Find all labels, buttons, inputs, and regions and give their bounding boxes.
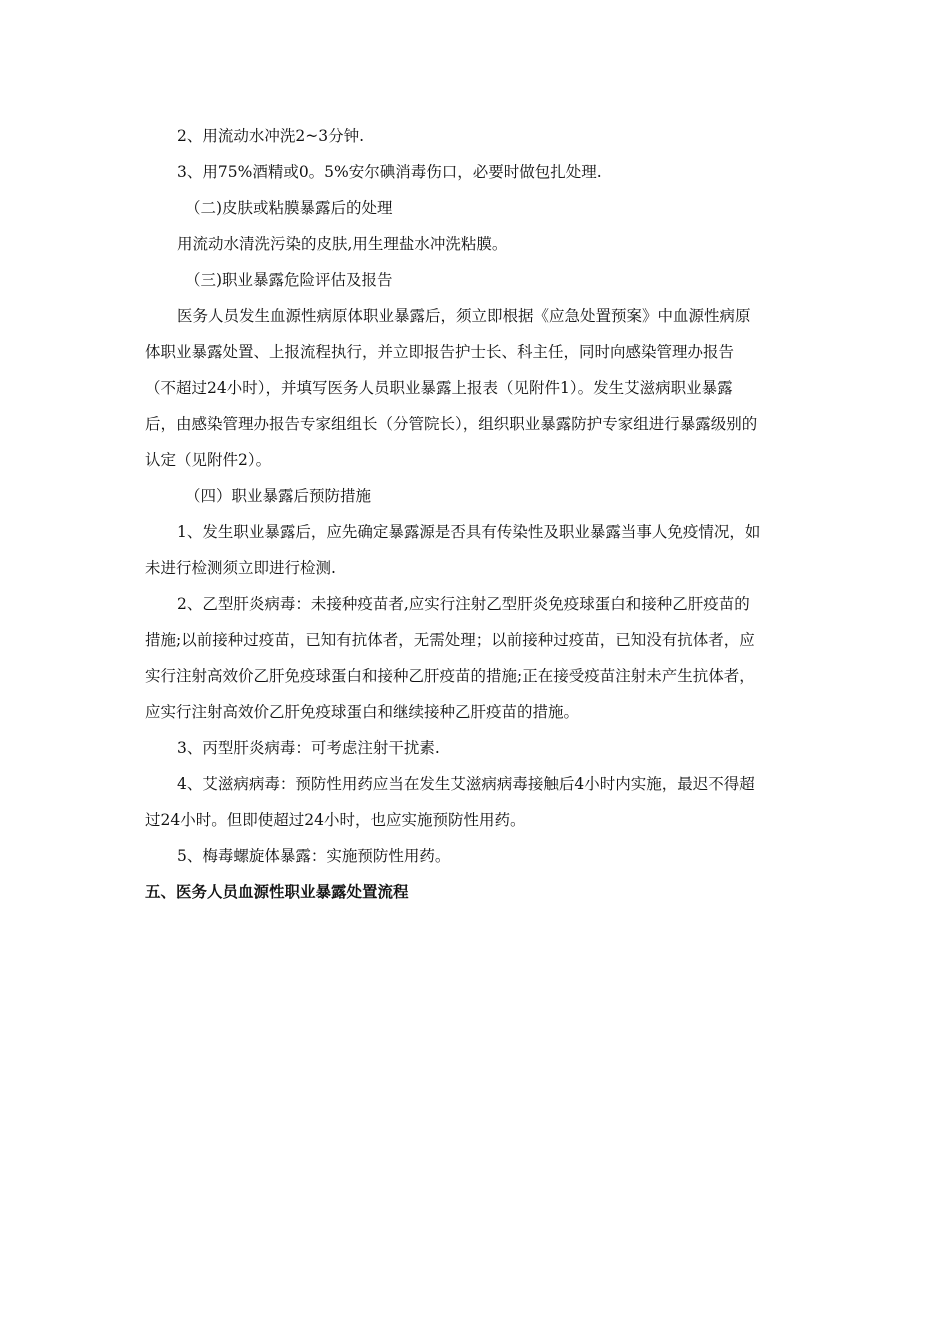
paragraph-report	[145, 298, 807, 478]
measure-line: 1、发生职业暴露后，应先确定暴露源是否具有传染性及职业暴露当事人免疫情况，如	[177, 523, 761, 541]
report-line: 认定（见附件2）。	[145, 451, 272, 469]
skin-mucosa-instruction: 用流动水清洗污染的皮肤,用生理盐水冲洗粘膜。	[177, 235, 508, 253]
measure-line: 未进行检测须立即进行检测.	[145, 559, 336, 577]
subheading-post-exposure-prevention: （四）职业暴露后预防措施	[185, 487, 372, 505]
measure-line: 措施;以前接种过疫苗，已知有抗体者，无需处理；以前接种过疫苗，已知没有抗体者，应	[145, 631, 755, 649]
subheading-skin-mucosa: （二)皮肤或粘膜暴露后的处理	[185, 199, 393, 217]
section-5-heading: 五、医务人员血源性职业暴露处置流程	[145, 883, 409, 901]
subheading-risk-assessment: （三)职业暴露危险评估及报告	[185, 271, 393, 289]
measure-line: 4、艾滋病病毒：预防性用药应当在发生艾滋病病毒接触后4小时内实施，最迟不得超	[177, 775, 755, 793]
report-line: 体职业暴露处置、上报流程执行，并立即报告护士长、科主任，同时向感染管理办报告	[145, 343, 735, 361]
report-line: 医务人员发生血源性病原体职业暴露后，须立即根据《应急处置预案》中血源性病原	[177, 307, 751, 325]
step-rinse-water: 2、用流动水冲洗2~3分钟.	[177, 127, 364, 145]
paragraph-measure-3-hcv: 3、丙型肝炎病毒：可考虑注射干扰素.	[177, 739, 440, 757]
paragraph-measure-1	[145, 514, 807, 586]
report-line: （不超过24小时），并填写医务人员职业暴露上报表（见附件1）。发生艾滋病职业暴露	[145, 379, 733, 397]
measure-line: 过24小时。但即使超过24小时，也应实施预防性用药。	[145, 811, 526, 829]
paragraph-measure-5-syphilis: 5、梅毒螺旋体暴露：实施预防性用药。	[177, 847, 451, 865]
measure-line: 2、乙型肝炎病毒：未接种疫苗者,应实行注射乙型肝炎免疫球蛋白和接种乙肝疫苗的	[177, 595, 750, 613]
step-disinfect-wound: 3、用75%酒精或0。5%安尔碘消毒伤口，必要时做包扎处理.	[177, 163, 602, 181]
measure-line: 应实行注射高效价乙肝免疫球蛋白和继续接种乙肝疫苗的措施。	[145, 703, 580, 721]
measure-line: 实行注射高效价乙肝免疫球蛋白和接种乙肝疫苗的措施;正在接受疫苗注射未产生抗体者，	[145, 667, 755, 685]
document-body	[145, 118, 807, 910]
paragraph-measure-2-hbv	[145, 586, 807, 730]
report-line: 后，由感染管理办报告专家组组长（分管院长），组织职业暴露防护专家组进行暴露级别的	[145, 415, 758, 433]
paragraph-measure-4-hiv	[145, 766, 807, 838]
